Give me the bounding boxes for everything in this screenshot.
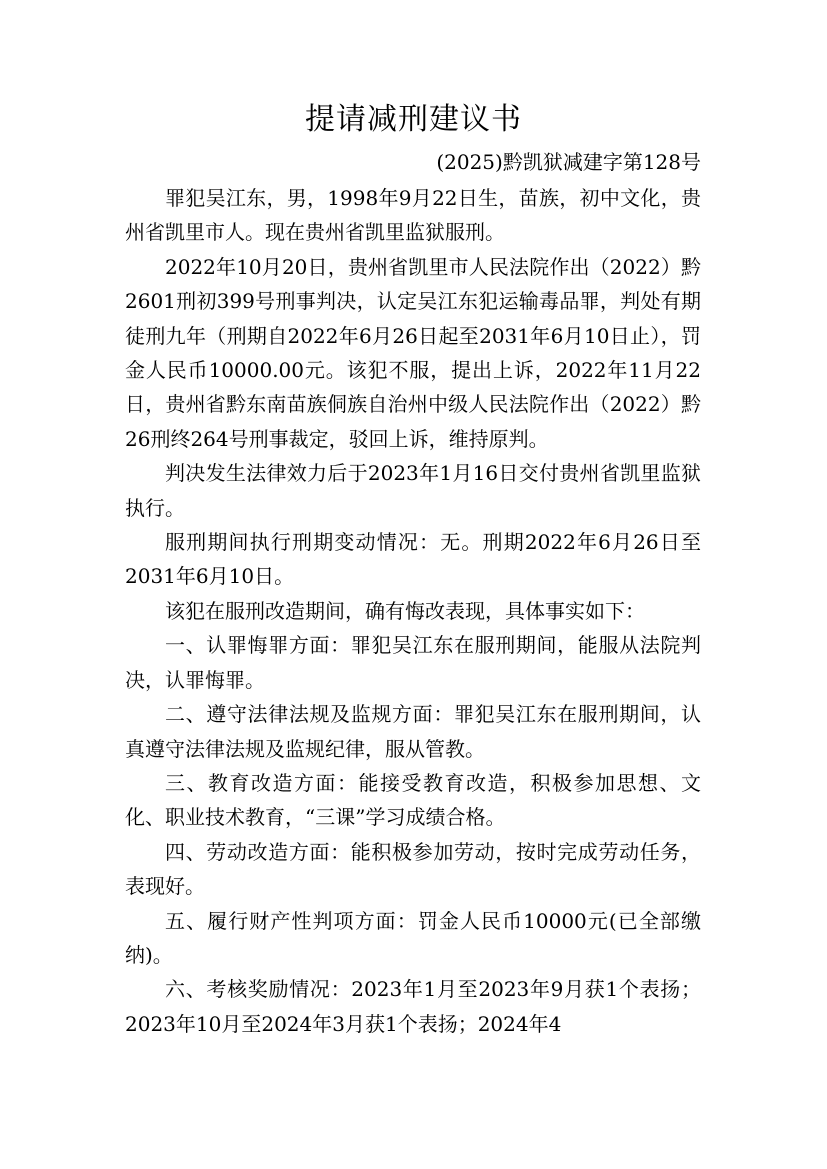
paragraph-sentence-change: 服刑期间执行刑期变动情况：无。刑期2022年6月26日至2031年6月10日。: [125, 530, 701, 589]
paragraph-property-penalty: 五、履行财产性判项方面：罚金人民币10000元(已全部缴纳)。: [125, 908, 701, 967]
paragraph-criminal-info: 罪犯吴江东，男，1998年9月22日生，苗族，初中文化，贵州省凯里市人。现在贵州省凯里监狱服刑。: [125, 186, 701, 245]
paragraph-labor: 四、劳动改造方面：能积极参加劳动，按时完成劳动任务，表现好。: [125, 839, 701, 899]
paragraph-judgment: 2022年10月20日，贵州省凯里市人民法院作出（2022）黔2601刑初399号刑事判决，认定吴江东犯运输毒品罪，判处有期徒刑九年（刑期自2022年6月26日起至2031年6月10日止），罚金人民币10000.00元。该犯不服，提出上诉，2022年11月22日，贵州省黔东南苗族侗族自治州中级人民法院作出（2022）黔26刑终264号刑事裁定，驳回上诉，维持原判。: [125, 254, 701, 451]
paragraph-repentance-intro: 该犯在服刑改造期间，确有悔改表现，具体事实如下：: [165, 598, 645, 623]
document-body: [125, 181, 701, 1041]
document-title: 提请减刑建议书: [305, 102, 522, 137]
paragraph-education: 三、教育改造方面：能接受教育改造，积极参加思想、文化、职业技术教育，“三课”学习成绩合格。: [125, 770, 701, 830]
document-number: (2025)黔凯狱减建字第128号: [436, 150, 701, 174]
paragraph-law-compliance: 二、遵守法律法规及监规方面：罪犯吴江东在服刑期间，认真遵守法律法规及监规纪律，服从管教。: [125, 702, 701, 761]
paragraph-plea: 一、认罪悔罪方面：罪犯吴江东在服刑期间，能服从法院判决，认罪悔罪。: [125, 633, 701, 692]
paragraph-rewards: 六、考核奖励情况：2023年1月至2023年9月获1个表扬；2023年10月至2024年3月获1个表扬；2024年4: [125, 977, 701, 1036]
paragraph-execution: 判决发生法律效力后于2023年1月16日交付贵州省凯里监狱执行。: [125, 461, 701, 520]
